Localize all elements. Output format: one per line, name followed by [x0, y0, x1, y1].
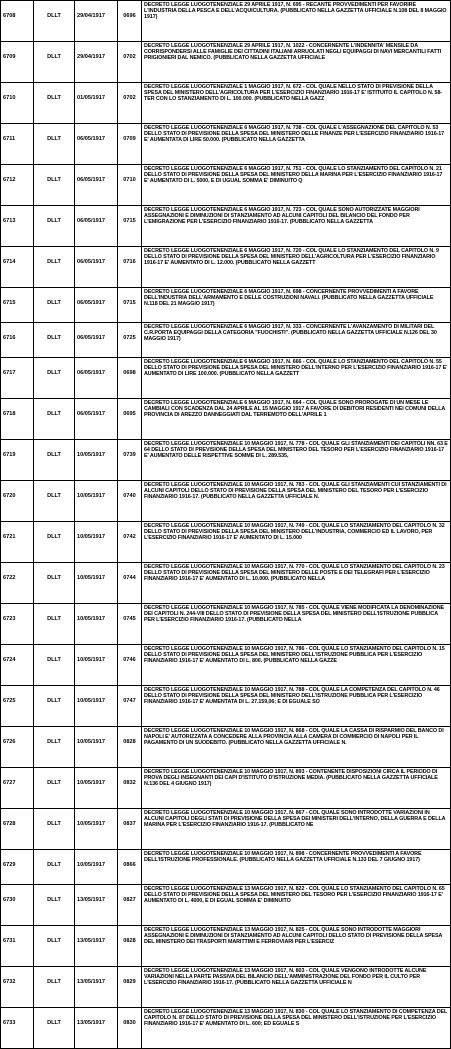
page-number: 0715 — [118, 206, 142, 247]
table-row — [1, 481, 451, 522]
page-number: 0828 — [118, 727, 142, 768]
table-row — [1, 727, 451, 768]
act-type: DLLT — [34, 83, 75, 124]
table-row — [1, 885, 451, 926]
act-description: DECRETO LEGGE LUOGOTENENZIALE 13 MAGGIO 1917, N. 825 - COL QUALE SONO INTRODOTTE MAGGIORI ASSEGNAZIONI E DIMINUZIONI DI STANZIAMENTO AD ALCUNI CAPITOLI DELLO STATO DI PREVISIONE DELLA SPESA DEL MINISTERO DEI TRASPORTI MARITTIMI E FERROVIARI PER L'ESERCIZ — [142, 926, 451, 967]
act-type: DLLT — [34, 563, 75, 604]
act-description: DECRETO LEGGE LUOGOTENENZIALE 6 MAGGIO 1917, N. 664 - COL QUALE SONO PROROGATE DI UN MESE LE CAMBIALI CON SCADENZA DAL 24 APRILE AL 15 MAGGIO 1917 A FAVORE DI DEBITORI RESIDENTI NEI COMUNI DELLA PROVINCIA DI AREZZO DANNEGGIATI DAL TERREMOTO DELL'APRILE 1 — [142, 399, 451, 440]
act-type: DLLT — [34, 1008, 75, 1049]
entry-number: 6733 — [1, 1008, 34, 1049]
entry-number: 6726 — [1, 727, 34, 768]
act-date: 10/05/1917 — [75, 440, 118, 481]
entry-number: 6722 — [1, 563, 34, 604]
entry-number: 6709 — [1, 42, 34, 83]
table-row — [1, 206, 451, 247]
page-number: 0742 — [118, 522, 142, 563]
act-date: 10/05/1917 — [75, 686, 118, 727]
act-date: 06/05/1917 — [75, 323, 118, 358]
act-date: 29/04/1917 — [75, 1, 118, 42]
page-number: 0716 — [118, 247, 142, 288]
act-date: 13/05/1917 — [75, 967, 118, 1008]
entry-number: 6720 — [1, 481, 34, 522]
page-number: 0740 — [118, 481, 142, 522]
table-row — [1, 645, 451, 686]
page-number: 0829 — [118, 967, 142, 1008]
table-row — [1, 1008, 451, 1049]
entry-number: 6731 — [1, 926, 34, 967]
entry-number: 6716 — [1, 323, 34, 358]
act-type: DLLT — [34, 885, 75, 926]
act-type: DLLT — [34, 440, 75, 481]
table-row — [1, 926, 451, 967]
act-description: DECRETO LEGGE LUOGOTENENZIALE 6 MAGGIO 1917, N. 333 - CONCERNENTE L'AVANZAMENTO DI MILITARI DEL C.R.PORTA EQUIPAGGI DELLA CATEGORIA "FUOCHISTI". (PUBBLICATO NELLA GAZZETTA UFFICIALE N.126 DEL 30 MAGGIO 1917) — [142, 323, 451, 358]
act-description: DECRETO LEGGE LUOGOTENENZIALE 10 MAGGIO 1917, N. 749 - COL QUALE LO STANZIAMENTO DEL CAPITOLO N. 32 DELLO STATO DI PREVISIONE DELLA SPESA DEL MINISTERO DELL'INDUSTRIA, COMMERCIO ED IL LAVORO, PER L'ESERCIZIO FINANZIARIO 1916-17 E' AUMENTATO DI L. 15.000 — [142, 522, 451, 563]
act-description: DECRETO LEGGE LUOGOTENENZIALE 13 MAGGIO 1917, N. 830 - COL QUALE LO STANZIAMENTO DI COMPETENZA DEL CAPITOLO N. 87 DELLO STATO DI PREVISIONE DELLA SPESA DEL MINISTERO DELL'ISTRUZIONE PER L'ESERCIZIO FINANZIARIO 1916-17 E' AUMENTATO DI L. 600; ED EGUALE S — [142, 1008, 451, 1049]
act-description: DECRETO LEGGE LUOGOTENENZIALE 10 MAGGIO 1917, N. 788 - COL QUALE LA COMPETENZA DEL CAPITOLO N. 46 DELLO STATO DI PREVISIONE DELLA SPESA DEL MINISTERO DELL'ISTRUZIONE PUBBLICA PER L'ESERCIZIO FINANZIARIO 1916-17 E' AUMENTATA DI L. 27.159,06; E DI EGUALE SO — [142, 686, 451, 727]
act-type: DLLT — [34, 247, 75, 288]
entry-number: 6724 — [1, 645, 34, 686]
page-number: 0744 — [118, 563, 142, 604]
act-type: DLLT — [34, 727, 75, 768]
act-description: DECRETO LEGGE LUOGOTENENZIALE 10 MAGGIO 1917, N. 778 - COL QUALE GLI STANZIAMENTI DEI CAPITOLI NN. 63 E 64 DELLO STATO DI PREVISIONE DELLA SPESA DEL MINISTERO DEL TESORO PER L'ESERCIZIO FINANZIARIO 1916-17 E' AUMENTATO DELLE RISPETTIVE SOMME DI L. 289.535, — [142, 440, 451, 481]
table-row — [1, 323, 451, 358]
act-type: DLLT — [34, 645, 75, 686]
act-type: DLLT — [34, 288, 75, 323]
table-row — [1, 83, 451, 124]
entry-number: 6723 — [1, 604, 34, 645]
entry-number: 6725 — [1, 686, 34, 727]
entry-number: 6712 — [1, 165, 34, 206]
entry-number: 6730 — [1, 885, 34, 926]
page-number: 0830 — [118, 1008, 142, 1049]
table-row — [1, 1, 451, 42]
act-description: DECRETO LEGGE LUOGOTENENZIALE 6 MAGGIO 1917, N. 738 - COL QUALE L'ASSEGNAZIONE DEL CAPITOLO N. 53 DELLO STATO DI PREVISIONE DELLA SPESA DEL MINISTERO DELLE FINANZE PER L'ESERCIZIO FINANZIARIO 1916-17 E' AUMENTATA DI LIRE 50.000. (PUBBLICATO NELLA GAZZETTA — [142, 124, 451, 165]
act-type: DLLT — [34, 323, 75, 358]
act-date: 10/05/1917 — [75, 645, 118, 686]
page-number: 0837 — [118, 809, 142, 850]
entry-number: 6711 — [1, 124, 34, 165]
act-date: 06/05/1917 — [75, 399, 118, 440]
page-number: 0747 — [118, 686, 142, 727]
act-description: DECRETO LEGGE LUOGOTENENZIALE 10 MAGGIO 1917, N. 898 - CONCERNENTE PROVVEDIMENTI A FAVORE DELL'ISTRUZIONE PROFESSIONALE. (PUBBLICATO NELLA GAZZETTA UFFICIALE N.133 DEL 7 GIUGNO 1917) — [142, 850, 451, 885]
act-date: 13/05/1917 — [75, 926, 118, 967]
page-number: 0709 — [118, 124, 142, 165]
act-date: 06/05/1917 — [75, 288, 118, 323]
entry-number: 6713 — [1, 206, 34, 247]
act-date: 10/05/1917 — [75, 563, 118, 604]
table-row — [1, 247, 451, 288]
entry-number: 6729 — [1, 850, 34, 885]
act-type: DLLT — [34, 522, 75, 563]
act-date: 10/05/1917 — [75, 727, 118, 768]
entry-number: 6721 — [1, 522, 34, 563]
act-description: DECRETO LEGGE LUOGOTENENZIALE 10 MAGGIO 1917, N. 868 - COL QUALE LA CASSA DI RISPARMIO DEL BANCO DI NAPOLI E' AUTORIZZATA A CONCEDERE ALLA PROVINCIA ALLA CAMERA DI COMMERCIO DI NAPOLI PER IL PAGAMENTO DI UN SUODEBITO. (PUBBLICATO NELLA GAZZETTA UFFICIALE N. — [142, 727, 451, 768]
act-description: DECRETO LEGGE LUOGOTENENZIALE 6 MAGGIO 1917, N. 751 - COL QUALE LO STANZIAMENTO DEL CAPITOLO N. 21 DELLO STATO DI PREVISIONE DELLA SPESA DEL MINISTERO DELLA MARINA PER L'ESERCIZIO FINANZIARIO 1916-17 E' AUMENTATO DI L. 5000, E DI UGUAL SOMMA E' DIMINUITO Q — [142, 165, 451, 206]
entry-number: 6714 — [1, 247, 34, 288]
act-date: 06/05/1917 — [75, 124, 118, 165]
entry-number: 6718 — [1, 399, 34, 440]
act-date: 13/05/1917 — [75, 885, 118, 926]
act-date: 13/05/1917 — [75, 1008, 118, 1049]
page-number: 0696 — [118, 1, 142, 42]
act-description: DECRETO LEGGE LUOGOTENENZIALE 29 APRILE 1917, N. 1022 - CONCERNENTE L'INDENNITA' MENSILE DA CORRISPONDERSI ALLE FAMIGLIE DEI CITTADINI ITALIANI ARRUOLATI NEGLI EQUIPAGGI DI NAVI MERCANTILI FATTI PRIGIONIERI DAL NEMICO. (PUBBLICATO NELLA GAZZETTA UFFICIALE — [142, 42, 451, 83]
table-row — [1, 809, 451, 850]
table-row — [1, 399, 451, 440]
act-description: DECRETO LEGGE LUOGOTENENZIALE 6 MAGGIO 1917, N. 698 - CONCERNENTE PROVVEDIMENTI A FAVORE DELL'INDUSTRIA DELL'ARMAMENTO E DELLE COSTRUZIONI NAVALI. (PUBBLICATO NELLA GAZZETTA UFFICIALE N.118 DEL 21 MAGGIO 1917) — [142, 288, 451, 323]
entry-number: 6708 — [1, 1, 34, 42]
act-date: 10/05/1917 — [75, 850, 118, 885]
page-number: 0695 — [118, 399, 142, 440]
table-row — [1, 563, 451, 604]
act-description: DECRETO LEGGE LUOGOTENENZIALE 10 MAGGIO 1917, N. 893 - CONTENENTE DISPOSIZIONI CIRCA IL PERIODO DI PROVA DEGLI INSEGNANTI DEI CAPI D'ISTITUTO D'ISTRUZIONE MEDIA. (PUBBLICATO NELLA GAZZETTA UFFICIALE N.136 DEL 4 GIUGNO 1917) — [142, 768, 451, 809]
act-type: DLLT — [34, 926, 75, 967]
act-date: 06/05/1917 — [75, 358, 118, 399]
act-type: DLLT — [34, 206, 75, 247]
act-description: DECRETO LEGGE LUOGOTENENZIALE 1 MAGGIO 1917, N. 672 - COL QUALE NELLO STATO DI PREVISIONE DELLA SPESA DEL MINISTERO DELL'AGRICOLTURA PER L'ESERCIZIO FINANZIARIO 1916-17 E' ISTITUITO IL CAPITOLO N. 58-TER CON LO STANZIAMENTO DI L. 100.000. (PUBBLICATO NELLA GAZZ — [142, 83, 451, 124]
act-description: DECRETO LEGGE LUOGOTENENZIALE 10 MAGGIO 1917, N. 867 - COL QUALE SONO INTRODOTTE VARIAZIONI IN ALCUNI CAPITOLI DEGLI STATI DI PREVISIONE DELLA SPESA DEI MINISTERI DELL'INTERNO, DELLA GUERRA E DELLA MARINA PER L'ESERCIZIO FINANZIARIO 1916-17. (PUBBLICATO NE — [142, 809, 451, 850]
page-number: 0827 — [118, 885, 142, 926]
page-number: 0832 — [118, 768, 142, 809]
act-description: DECRETO LEGGE LUOGOTENENZIALE 10 MAGGIO 1917, N. 786 - COL QUALE LO STANZIAMENTO DEL CAPITOLO N. 15 DELLO STATO DI PREVISIONE DELLA SPESA DEL MINISTERO DELL'ISTRUZIONE PUBBLICA PER L'ESERCIZIO FINANZIARIO 1916-17 E' AUMENTATO DI L. 800. (PUBBLICATO NELLA GAZZE — [142, 645, 451, 686]
page-number: 0725 — [118, 323, 142, 358]
table-row — [1, 124, 451, 165]
act-type: DLLT — [34, 604, 75, 645]
act-date: 06/05/1917 — [75, 206, 118, 247]
entry-number: 6710 — [1, 83, 34, 124]
act-date: 10/05/1917 — [75, 809, 118, 850]
table-row — [1, 604, 451, 645]
register-body — [1, 1, 451, 1049]
act-type: DLLT — [34, 768, 75, 809]
page-number: 0702 — [118, 83, 142, 124]
act-type: DLLT — [34, 967, 75, 1008]
entry-number: 6732 — [1, 967, 34, 1008]
act-date: 10/05/1917 — [75, 768, 118, 809]
act-type: DLLT — [34, 850, 75, 885]
page-number: 0866 — [118, 850, 142, 885]
entry-number: 6715 — [1, 288, 34, 323]
entry-number: 6727 — [1, 768, 34, 809]
act-description: DECRETO LEGGE LUOGOTENENZIALE 10 MAGGIO 1917, N. 785 - COL QUALE VIENE MODIFICATA LA DENOMINAZIONE DEI CAPITOLI N. 244-VIII DELLO STATO DI PREVISIONE DELLA SPESA DEL MINISTERO DELL'ISTRUZIONE PUBBLICA PER L'ESERCIZIO FINANZIARIO 1916-17. (PUBBLICATO NELLA — [142, 604, 451, 645]
table-row — [1, 288, 451, 323]
act-description: DECRETO LEGGE LUOGOTENENZIALE 10 MAGGIO 1917, N. 770 - COL QUALE LO STANZIAMENTO DEL CAPITOLO N. 23 DELLO STATO DI PREVISIONE DELLA SPESA DEL MINISTERO DELLE POSTE E DEI TELEGRAFI PER L'ESERCIZIO FINANZIARIO 1916-17 E' AUMENTATO DI L. 10.000. (PUBBLICATO NELLA — [142, 563, 451, 604]
table-row — [1, 850, 451, 885]
act-description: DECRETO LEGGE LUOGOTENENZIALE 13 MAGGIO 1917, N. 803 - COL QUALE VENGONO INTRODOTTE ALCUNE VARIAZIONI NELLA PARTE PASSIVA DEL BILANCIO DELL'AMMINISTRAZIONE DEL FONDO PER IL CULTO PER L'ESERCIZIO FINANZIARIO 1916-17. (PUBBLICATO NELLA GAZZETTA UFFICIALE N — [142, 967, 451, 1008]
entry-number: 6719 — [1, 440, 34, 481]
act-description: DECRETO LEGGE LUOGOTENENZIALE 13 MAGGIO 1917, N. 822 - COL QUALE LO STANZIAMENTO DEL CAPITOLO N. 65 DELLO STATO DI PREVISIONE DELLA SPESA DEL MINISTERO DEL TESORO PER L'ESERCIZIO FINANZIARIO 1916-17 E' AUMENTATO DI L. 4000, E DI EGUAL SOMMA E' DIMINUITO — [142, 885, 451, 926]
act-type: DLLT — [34, 42, 75, 83]
act-type: DLLT — [34, 1, 75, 42]
entry-number: 6717 — [1, 358, 34, 399]
act-description: DECRETO LEGGE LUOGOTENENZIALE 6 MAGGIO 1917, N. 666 - COL QUALE LO STANZIAMENTO DEL CAPITOLO N. 55 DELLO STATO DI PREVISIONE DELLA SPESA DEL MINISTERO DELL'INTERNO PER L'ESERCIZIO FINANZIARIO 1916-17 E' AUMENTATO DI LIRE 100.000. (PUBBLICATO NELLA GAZZETT — [142, 358, 451, 399]
page-number: 0702 — [118, 42, 142, 83]
act-date: 10/05/1917 — [75, 604, 118, 645]
table-row — [1, 358, 451, 399]
page-number: 0710 — [118, 165, 142, 206]
act-date: 06/05/1917 — [75, 165, 118, 206]
table-row — [1, 967, 451, 1008]
act-type: DLLT — [34, 481, 75, 522]
page-number: 0715 — [118, 288, 142, 323]
act-description: DECRETO LEGGE LUOGOTENENZIALE 29 APRILE 1917, N. 695 - RECANTE PROVVEDIMENTI PER FAVORIRE L'INDUSTRIA DELLA PESCA E DELL'ACQUICULTURA. (PUBBLICATO NELLA GAZZETTA UFFICIALE N.108 DEL 8 MAGGIO 1917) — [142, 1, 451, 42]
page-number: 0828 — [118, 926, 142, 967]
act-date: 29/04/1917 — [75, 42, 118, 83]
entry-number: 6728 — [1, 809, 34, 850]
act-type: DLLT — [34, 399, 75, 440]
act-description: DECRETO LEGGE LUOGOTENENZIALE 6 MAGGIO 1917, N. 720 - COL QUALE LO STANZIAMENTO DEL CAPITOLO N. 9 DELLO STATO DI PREVISIONE DELLA SPESA DEL MINISTERO DELL'AGRICOLTURA PER L'ESERCIZIO FINANZIARIO 1916-17 E' AUMENTATO DI L. 12.000. (PUBBLICATO NELLA GAZZETT — [142, 247, 451, 288]
table-row — [1, 42, 451, 83]
act-description: DECRETO LEGGE LUOGOTENENZIALE 10 MAGGIO 1917, N. 783 - COL QUALE GLI STANZIAMENTI CUI STANZIAMENTI DI ALCUNI CAPITOLI DELLO STATO DI PREVISIONE DELLA SPESA DEL MINISTERO DEL TESORO PER L'ESERCIZIO FINANZIARIO 1916-17. (PUBBLICATO NELLA GAZZETTA UFFICIALE N. — [142, 481, 451, 522]
page-number: 0698 — [118, 358, 142, 399]
table-row — [1, 440, 451, 481]
act-type: DLLT — [34, 124, 75, 165]
table-row — [1, 522, 451, 563]
act-date: 01/05/1917 — [75, 83, 118, 124]
act-type: DLLT — [34, 686, 75, 727]
page-number: 0745 — [118, 604, 142, 645]
act-description: DECRETO LEGGE LUOGOTENENZIALE 6 MAGGIO 1917, N. 723 - COL QUALE SONO AUTORIZZATE MAGGIORI ASSEGNAZIONI E DIMINUZIONI DI STANZIAMENTO AD ALCUNI CAPITOLI DEL BILANCIO DEL FONDO PER L'EMIGRAZIONE PER L'ESERCIZIO FINANZIARIO 1916-17. (PUBBLICATO NELLA GAZZETTA — [142, 206, 451, 247]
table-row — [1, 165, 451, 206]
act-date: 10/05/1917 — [75, 481, 118, 522]
act-date: 06/05/1917 — [75, 247, 118, 288]
act-type: DLLT — [34, 358, 75, 399]
act-type: DLLT — [34, 165, 75, 206]
table-row — [1, 686, 451, 727]
table-row — [1, 768, 451, 809]
page-number: 0739 — [118, 440, 142, 481]
act-type: DLLT — [34, 809, 75, 850]
act-date: 10/05/1917 — [75, 522, 118, 563]
page-number: 0746 — [118, 645, 142, 686]
